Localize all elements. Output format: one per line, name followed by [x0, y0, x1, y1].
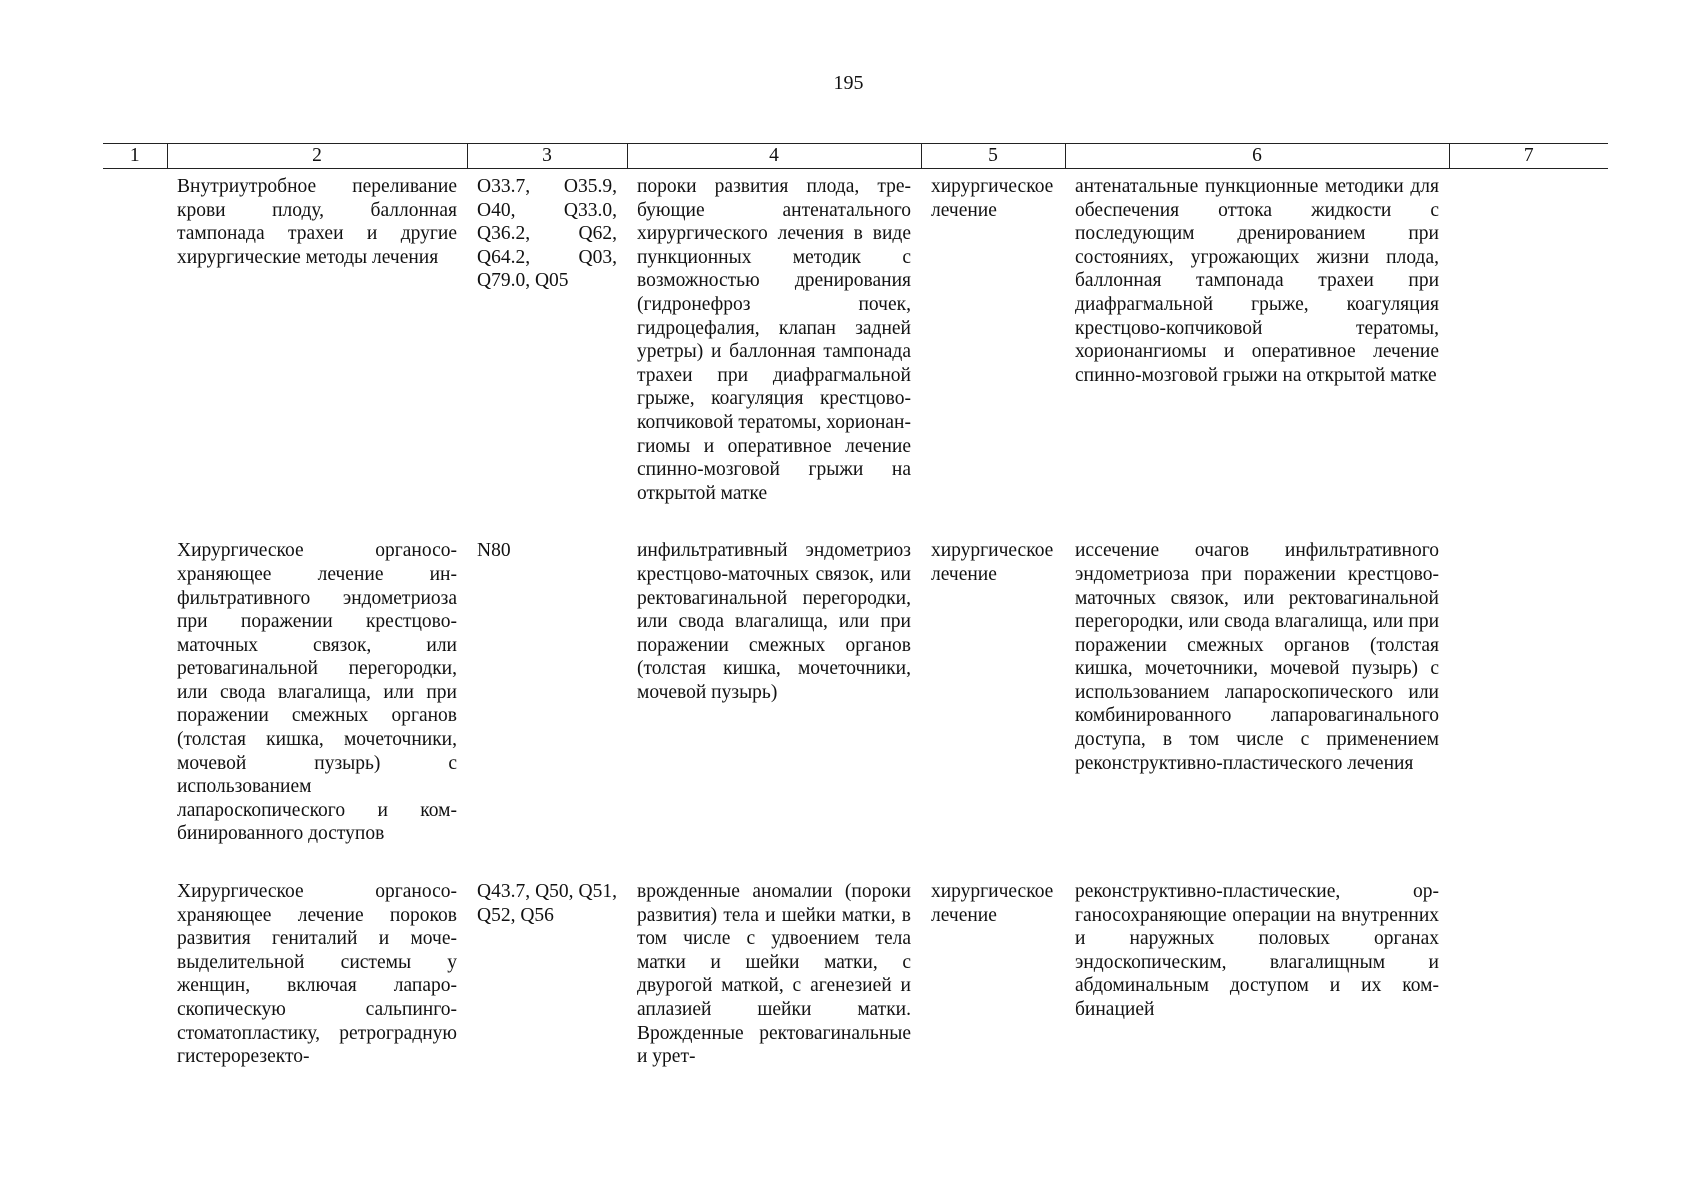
row-number-cell	[103, 175, 167, 505]
row-number-cell	[103, 539, 167, 846]
medical-procedures-table	[103, 143, 1608, 1069]
row-number-cell	[103, 880, 167, 1069]
column-header-4: 4	[627, 144, 921, 169]
icd-codes-cell	[467, 539, 627, 846]
treatment-type-cell	[921, 880, 1065, 1069]
diagnosis-cell	[627, 539, 921, 846]
treatment-method-cell	[167, 175, 467, 505]
treatment-description-cell	[1065, 539, 1449, 846]
column-header-3: 3	[467, 144, 627, 169]
table-row	[103, 539, 1608, 846]
treatment-type-cell	[921, 175, 1065, 505]
table-row	[103, 880, 1608, 1069]
treatment-method-text: Хирургическое органосохраняющее лечение пороков развития гениталий и мочевыделительной системы у женщин, включая лапароскопическую сальпингостоматопластику, ретроградную гистерорезекто-	[177, 881, 457, 1068]
treatment-method-text: Хирургическое органосохраняющее лечение инфильтративного эндометриоза при поражении крестцово-маточных связок, или ретовагинальной перегородки, или свода влагалища, или при поражении смежных органов (толстая кишка, мочеточники, мочевой пузырь) с использованием лапароскопического и комбинированного доступов	[177, 540, 457, 845]
treatment-description-text: антенатальные пункционные методики для обеспечения оттока жидкости с последующим дренированием при состояниях, угрожающих жизни плода, баллонная тампонада трахеи при диафрагмальной грыже, коагуляция крестцово-копчиковой тератомы, хорионангиомы и оперативное лечение спинно-мозговой грыжи на открытой матке	[1075, 176, 1439, 386]
treatment-type-text: хирургическое лечение	[931, 540, 1054, 585]
treatment-type-text: хирургическое лечение	[931, 881, 1054, 926]
treatment-description-text: иссечение очагов инфильтративного эндометриоза при поражении крестцово-маточных связок, или ректовагинальной перегородки, или свода влагалища, или при поражении смежных органов (толстая кишка, мочеточники, мочевой пузырь) с использованием лапароскопического или комбинированного лапаровагинального доступа, в том числе с применением реконструктивно-пластического лечения	[1075, 540, 1439, 774]
diagnosis-cell	[627, 880, 921, 1069]
treatment-method-text: Внутриутробное переливание крови плоду, баллонная тампонада трахеи и другие хирургические методы лечения	[177, 176, 457, 268]
page-number: 195	[833, 72, 864, 94]
column-7-cell	[1449, 539, 1608, 846]
icd-codes-text: O33.7, O35.9, O40, Q33.0, Q36.2, Q62, Q64.2, Q03, Q79.0, Q05	[477, 176, 617, 292]
treatment-description-text: реконструктивно-пластические, органосохраняющие операции на внутренних и наружных половых органах эндоскопическим, влагалищным и абдоминальным доступом и их комбинацией	[1075, 881, 1439, 1020]
treatment-description-cell	[1065, 880, 1449, 1069]
treatment-method-cell	[167, 880, 467, 1069]
diagnosis-text: врожденные аномалии (пороки развития) тела и шейки матки, в том числе с удвоением тела матки и шейки матки, с двурогой маткой, с агенезией и аплазией шейки матки. Врожденные ректовагинальные и урет-	[637, 881, 911, 1068]
treatment-type-text: хирургическое лечение	[931, 176, 1054, 221]
treatment-method-cell	[167, 539, 467, 846]
column-number-header-row	[103, 144, 1608, 169]
column-header-1: 1	[103, 144, 167, 169]
column-header-5: 5	[921, 144, 1065, 169]
treatment-description-cell	[1065, 175, 1449, 505]
column-7-cell	[1449, 880, 1608, 1069]
diagnosis-text: пороки развития плода, требующие антенатального хирургического лечения в виде пункционных методик с возможностью дренирования (гидронефроз почек, гидроцефалия, клапан задней уретры) и баллонная тампонада трахеи при диафрагмальной грыже, коагуляция крестцово-копчиковой тератомы, хорионангиомы и оперативное лечение спинно-мозговой грыжи на открытой матке	[637, 176, 911, 504]
diagnosis-text: инфильтративный эндометриоз крестцово-маточных связок, или ректовагинальной перегородки, или свода влагалища, или при поражении смежных органов (толстая кишка, мочеточники, мочевой пузырь)	[637, 540, 911, 703]
icd-codes-text: N80	[477, 540, 511, 562]
icd-codes-cell	[467, 175, 627, 505]
column-7-cell	[1449, 175, 1608, 505]
column-header-2: 2	[167, 144, 467, 169]
icd-codes-cell	[467, 880, 627, 1069]
table-row	[103, 175, 1608, 505]
treatment-type-cell	[921, 539, 1065, 846]
diagnosis-cell	[627, 175, 921, 505]
column-header-6: 6	[1065, 144, 1449, 169]
column-header-7: 7	[1449, 144, 1608, 169]
icd-codes-text: Q43.7, Q50, Q51, Q52, Q56	[477, 881, 617, 926]
